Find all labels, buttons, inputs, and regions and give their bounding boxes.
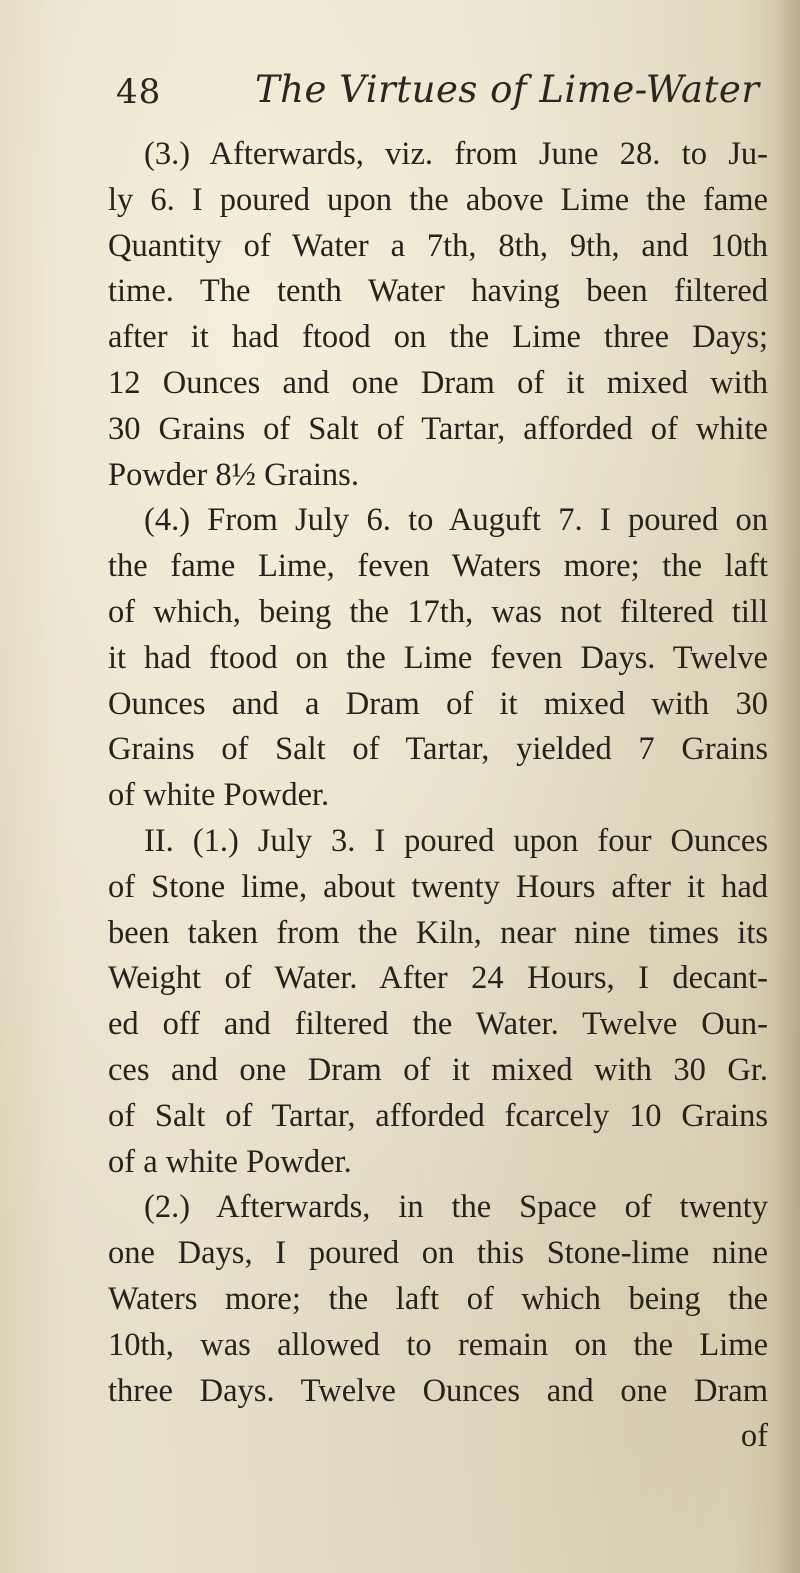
text-line: time. The tenth Water having been filtered	[108, 273, 768, 310]
text-line: (2.) Afterwards, in the Space of twenty	[144, 1189, 768, 1226]
text-line: after it had ftood on the Lime three Days;	[108, 319, 768, 356]
text-line: Powder 8½ Grains.	[108, 456, 359, 493]
text-line: Ounces and a Dram of it mixed with 30	[108, 685, 768, 722]
text-line: it had ftood on the Lime feven Days. Twelve	[108, 639, 768, 676]
text-line: Grains of Salt of Tartar, yielded 7 Grains	[108, 731, 768, 768]
text-line: ed off and filtered the Water. Twelve Oun-	[108, 1006, 768, 1043]
text-line: (4.) From July 6. to Auguft 7. I poured on	[144, 502, 768, 539]
page-edge-shadow	[772, 0, 800, 1573]
text-line: II. (1.) July 3. I poured upon four Ounces	[144, 822, 768, 859]
text-line: been taken from the Kiln, near nine times its	[108, 914, 768, 951]
page-number: 48	[116, 72, 162, 112]
text-line: 10th, was allowed to remain on the Lime	[108, 1326, 768, 1363]
page-header	[0, 62, 800, 122]
text-line: three Days. Twelve Ounces and one Dram	[108, 1372, 768, 1409]
text-line: ces and one Dram of it mixed with 30 Gr.	[108, 1051, 768, 1088]
text-line: Weight of Water. After 24 Hours, I decant-	[108, 960, 768, 997]
text-line: ly 6. I poured upon the above Lime the fame	[108, 181, 768, 218]
text-line: of which, being the 17th, was not filtered till	[108, 593, 768, 630]
text-line: Waters more; the laft of which being the	[108, 1280, 768, 1317]
text-line: of white Powder.	[108, 777, 330, 814]
text-line: Quantity of Water a 7th, 8th, 9th, and 10th	[108, 227, 768, 264]
text-line: 30 Grains of Salt of Tartar, afforded of white	[108, 410, 768, 447]
text-line: 12 Ounces and one Dram of it mixed with	[108, 364, 768, 401]
text-line: of Salt of Tartar, afforded fcarcely 10 Grains	[108, 1097, 768, 1134]
body-text	[108, 132, 768, 1460]
text-line: one Days, I poured on this Stone-lime nine	[108, 1235, 768, 1272]
text-line: of a white Powder.	[108, 1143, 352, 1180]
text-line: the fame Lime, feven Waters more; the laft	[108, 548, 768, 585]
running-title: The Virtues of Lime-Water	[255, 68, 760, 111]
text-line: (3.) Afterwards, viz. from June 28. to Ju-	[144, 136, 768, 172]
catchword: of	[740, 1418, 768, 1455]
text-line: of Stone lime, about twenty Hours after it had	[108, 868, 768, 905]
